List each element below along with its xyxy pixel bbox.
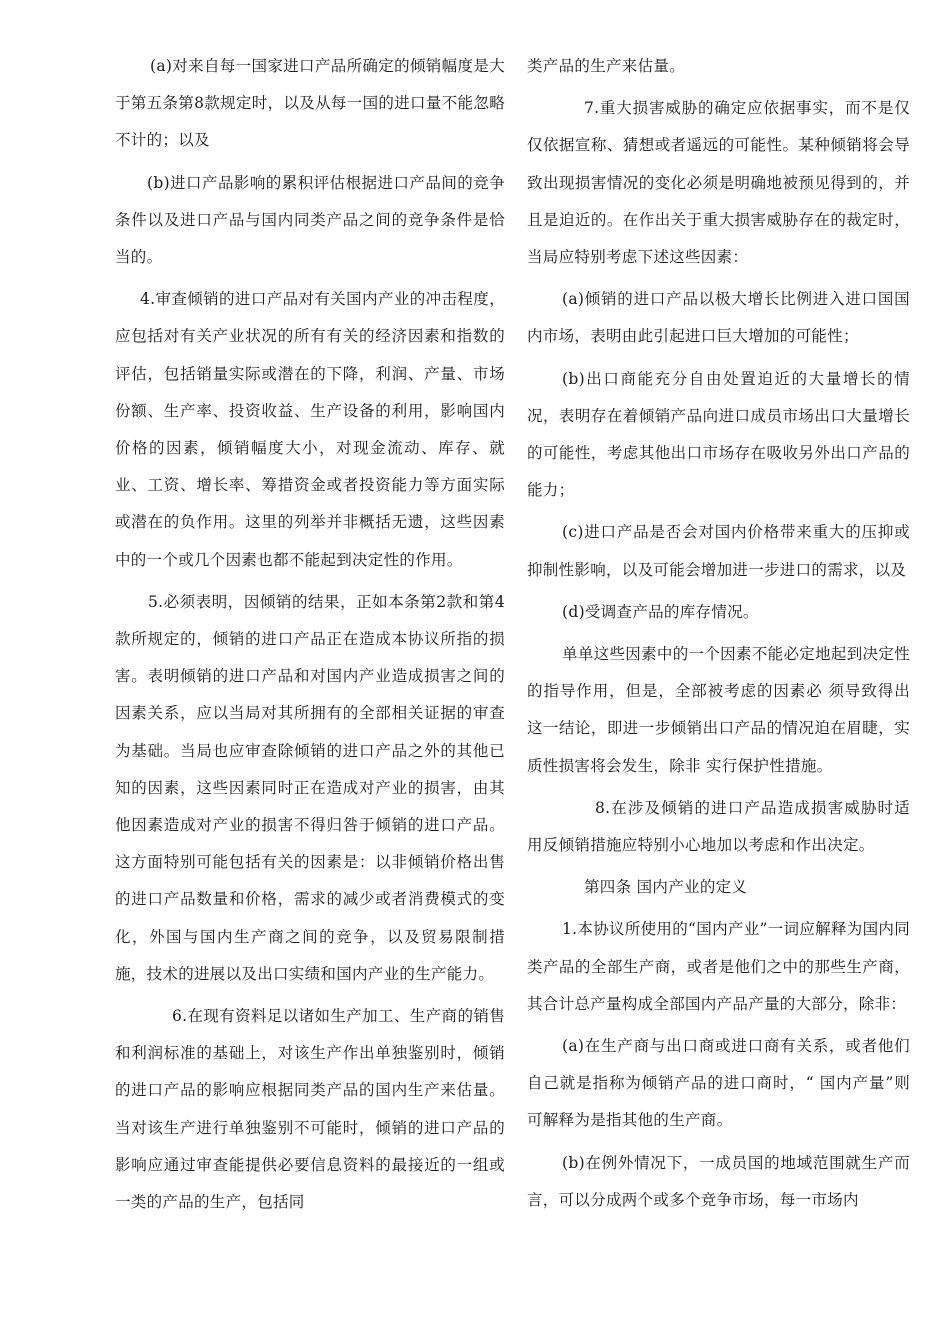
right-paragraph-10: 1.本协议所使用的“国内产业”一词应解释为国内同类产品的全部生产商，或者是他们之中的那些生产商，其合计总产量构成全部国内产品产量的大部分，除非： xyxy=(527,920,910,1013)
left-paragraph-1: (a)对来自每一国家进口产品所确定的倾销幅度是大于第五条第8款规定时，以及从每一国的进口量不能忽略不计的；以及 xyxy=(115,57,505,150)
left-paragraph-5: 6.在现有资料足以诸如生产加工、生产商的销售和利润标准的基础上，对该生产作出单独鉴别时，倾销的进口产品的影响应根据同类产品的国内生产来估量。当对该生产进行单独鉴别不可能时，倾销的进口产品的影响应通过审查能提供必要信息资料的最接近的一组或一类的产品的生产，包括同 xyxy=(115,1007,505,1212)
right-paragraph-9: 第四条 国内产业的定义 xyxy=(584,878,748,897)
right-paragraph-12: (b)在例外情况下，一成员国的地域范围就生产而言，可以分成两个或多个竞争市场，每一市场内 xyxy=(527,1153,910,1209)
right-paragraph-2: 7.重大损害威胁的确定应依据事实，而不是仅仅依据宣称、猜想或者遥远的可能性。某种倾销将会导致出现损害情况的变化必须是明确地被预见得到的，并且是迫近的。在作出关于重大损害威胁存在的裁定时，当局应特别考虑下述这些因素： xyxy=(527,99,910,267)
right-paragraph-6: (d)受调查产品的库存情况。 xyxy=(562,602,759,621)
right-paragraph-8: 8.在涉及倾销的进口产品造成损害威胁时适用反倾销措施应特别小心地加以考虑和作出决定。 xyxy=(527,798,910,855)
right-paragraph-3: (a)倾销的进口产品以极大增长比例进入进口国国内市场，表明由此引起进口巨大增加的可能性； xyxy=(527,290,910,346)
right-paragraph-5: (c)进口产品是否会对国内价格带来重大的压抑或抑制性影响，以及可能会增加进一步进口的需求，以及 xyxy=(527,523,910,579)
right-paragraph-7: 单单这些因素中的一个因素不能必定地起到决定性的指导作用，但是，全部被考虑的因素必 须导致得出这一结论，即进一步倾销出口产品的情况迫在眉睫，实质性损害将会发生，除非 实行保护性措施。 xyxy=(527,645,910,775)
right-paragraph-4: (b)出口商能充分自由处置迫近的大量增长的情况，表明存在着倾销产品向进口成员市场出口大量增长的可能性，考虑其他出口市场存在吸收另外出口产品的能力； xyxy=(527,369,910,500)
left-paragraph-4: 5.必须表明，因倾销的结果，正如本条第2款和第4款所规定的，倾销的进口产品正在造成本协议所指的损害。表明倾销的进口产品和对国内产业造成损害之间的因素关系，应以当局对其所拥有的全部相关证据的审查为基础。当局也应审查除倾销的进口产品之外的其他已知的因素，这些因素同时正在造成对产业的损害，由其他因素造成对产业的损害不得归咎于倾销的进口产品。这方面特别可能包括有关的因素是：以非倾销价格出售的进口产品数量和价格，需求的减少或者消费模式的变化，外国与国内生产商之间的竞争，以及贸易限制措施，技术的进展以及出口实绩和国内产业的生产能力。 xyxy=(115,592,505,983)
right-paragraph-11: (a)在生产商与出口商或进口商有关系，或者他们自己就是指称为倾销产品的进口商时，“ 国内产量”则可解释为是指其他的生产商。 xyxy=(527,1037,910,1130)
left-column xyxy=(115,48,505,1226)
left-paragraph-2: (b)进口产品影响的累积评估根据进口产品间的竞争条件以及进口产品与国内同类产品之间的竞争条件是恰当的。 xyxy=(115,173,505,267)
right-column xyxy=(527,48,910,1224)
right-paragraph-1: 类产品的生产来估量。 xyxy=(527,57,686,75)
left-paragraph-3: 4.审查倾销的进口产品对有关国内产业的冲击程度，应包括对有关产业状况的所有有关的经济因素和指数的评估，包括销量实际或潜在的下降，利润、产量、市场份额、生产率、投资收益、生产设备的利用，影响国内价格的因素，倾销幅度大小，对现金流动、库存、就业、工资、增长率、筹措资金或者投资能力等方面实际或潜在的负作用。这里的列举并非概括无遗，这些因素中的一个或几个因素也都不能起到决定性的作用。 xyxy=(115,290,505,569)
